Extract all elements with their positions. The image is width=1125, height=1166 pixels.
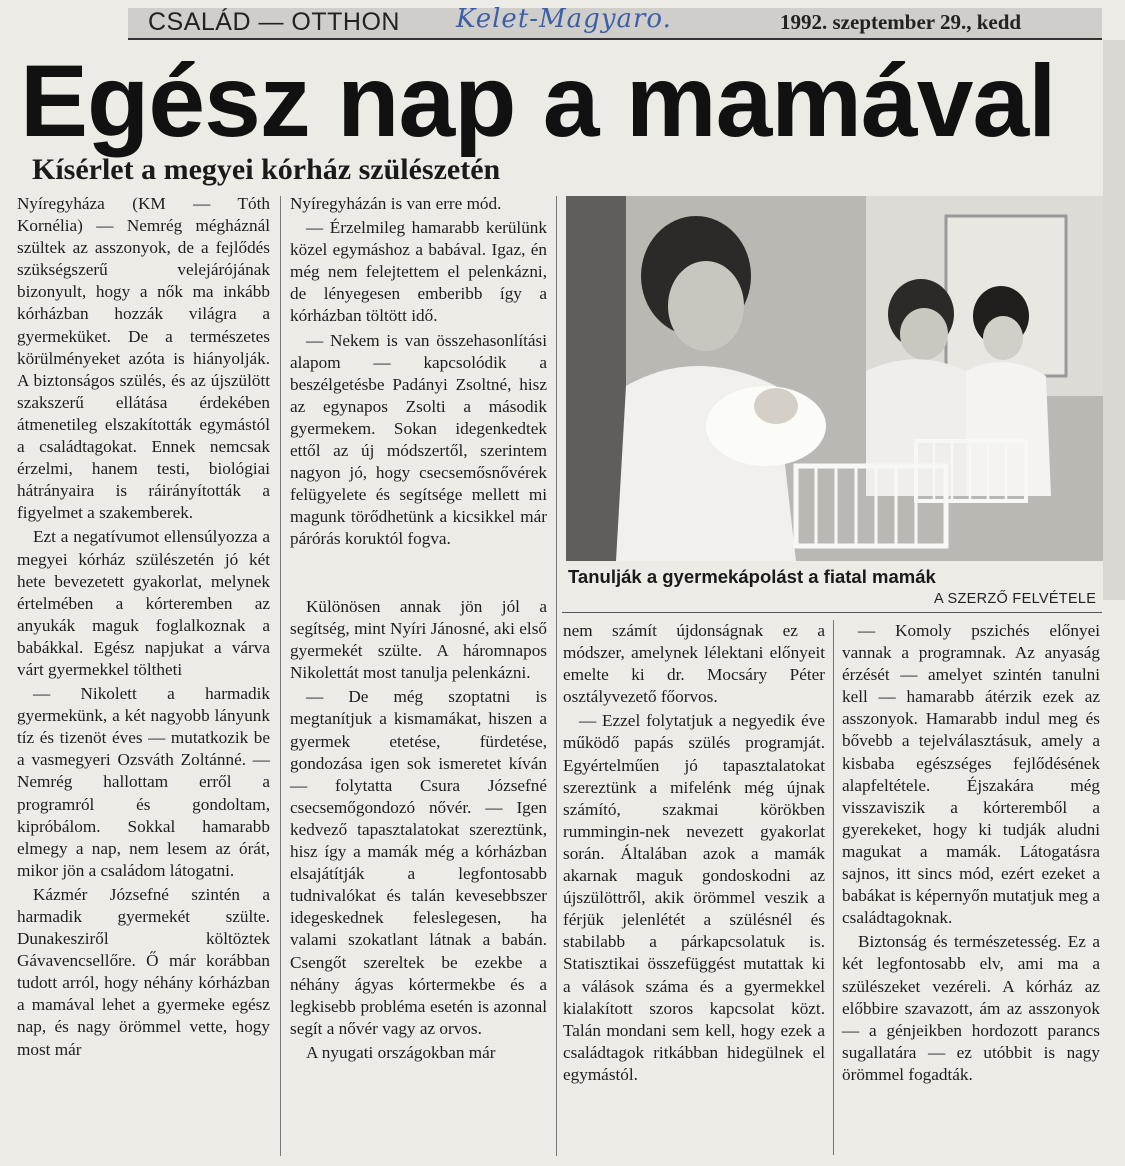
article-column-2-continued (290, 596, 547, 1156)
paragraph: Nyíregyháza (KM — Tóth Kornélia) — Nemrég mégháznál szültek az asszonyok, de a fejlődés szükségszerű velejárójának bizonyult, hogy a nők ma inkább kórházban hozzák világra a gyermeküket. De a természetes körülményeket azóta is hiányolják. A biztonságos szülés, és az újszülött szakszerű ellátása érdekében átmenetileg elszakították egymástól a családtagokat. Ennek nemcsak érzelmi, hanem testi, biológiai hátrányaira is ráirányították a figyelmet a szakemberek. (17, 194, 270, 523)
paragraph: Kázmér Józsefné szintén a harmadik gyermekét szülte. Dunakesziről költöztek Gávavencsellőre. Ő már korábban tudott arról, hogy néhány kórházban a mamával lehet a gyermeke egész nap, és nagy örömmel vette, hogy most már (17, 884, 270, 1059)
neighbor-clipping-edge (1103, 40, 1125, 600)
headline: Egész nap a mamával (20, 44, 1056, 158)
article-column-4 (842, 620, 1100, 1150)
paragraph: A nyugati országokban már (306, 1042, 496, 1062)
article-column-1 (17, 193, 270, 1153)
article-column-2 (290, 193, 547, 593)
paragraph: — Ezzel folytatjuk a negyedik éve működő papás szülés programját. Egyértelműen jó tapasztalatokat szereztünk a mifelénk még újnak számító, szakmai körökben rummingin-nek nevezett gyakorlat során. Általában azok a mamák akarnak maguk gondoskodni az újszülöttről, akik örömmel veszik a férjük jelenlétét a szülésnél és stabilabb a párkapcsolatuk is. Statisztikai összefüggést mutattak ki a válások száma és a gyermekkel kialakított szoros kapcsolat közt. Talán mondani sem kell, hogy ezek a családtagok ritkábban hidegülnek el egymástól. (563, 711, 825, 1084)
paragraph: — De még szoptatni is megtanítjuk a kismamákat, hiszen a gyermek etetése, fürdetése, gondozása igen sok ismeretet kíván — folytatta Csura Józsefné csecsemőgondozó nővér. — Igen kedvező tapasztalatokat szereztünk, hisz így a mamák még a kórházban elsajátítják a legfontosabb tudnivalókat és talán kevesebbszer idegeskednek feleslegesen, ha valami szokatlant látnak a babán. Csengőt szereltek be ezekbe a néhány ágyas kórtermekbe és a legkisebb probléma esetén is azonnal segít a nővér vagy az orvos. (290, 687, 547, 1038)
column-rule (280, 196, 281, 1156)
article-column-3 (563, 620, 825, 1150)
photo-credit: A SZERZŐ FELVÉTELE (934, 591, 1097, 607)
paragraph: — Nikolett a harmadik gyermekünk, a két nagyobb lányunk tíz és tizenöt éves — mutatkozik be a vasmegyeri Ozsváth Zoltánné. — Nemrég hallottam erről a programról és gondoltam, kipróbálom. Sokkal hamarabb elmegy a nap, nem lesem az órát, mikor jön a családom látogatni. (17, 684, 270, 880)
column-rule (833, 620, 834, 1155)
handwritten-note: Kelet-Magyaro. (456, 4, 672, 34)
photo-caption: Tanulják a gyermekápolást a fiatal mamák (568, 566, 936, 587)
column-rule (556, 196, 557, 1156)
paragraph: Nyíregyházán is van erre mód. (290, 194, 502, 213)
publication-date: 1992. szeptember 29., kedd (780, 10, 1022, 34)
paragraph: — Komoly pszichés előnyei vannak a programnak. Az anyaság érzését — amelyet szintén tanulni kell — hamarabb átérzik ezek az asszonyok. Hamarabb indul meg és bővebb a tejelválasztásuk, amely a kisbaba egészséges fejlődésének alapfeltétele. Éjszakára még visszaviszik a kórteremből a gyerekeket, hogy ki tudják aludni magukat a mamák. Látogatásra sajnos, itt sincs mód, ezért ezeket a babákat is képernyőn mutatjuk meg a családtagoknak. (842, 621, 1100, 928)
paragraph: Biztonság és természetesség. Ez a két legfontosabb elv, ami ma a szülészeket vezéreli. A kórház az előbbire szavazott, ám az asszonyok — a génjeikben hordozott parancs sugallatára — ez utóbbit is nagy örömmel fogadták. (842, 932, 1100, 1084)
caption-rule (562, 612, 1102, 613)
paragraph: Ezt a negatívumot ellensúlyozza a megyei kórház szülészetén jó két hete bevezetett gyakorlat, melynek értelmében a kórteremben az anyukák maguk foglalkoznak a babákkal. Egész napjukat a várva várt gyermekkel töltheti (17, 527, 270, 679)
article-photo (566, 196, 1103, 561)
paragraph: nem számít újdonságnak ez a módszer, amelynek lélektani előnyeit emelte ki dr. Mocsáry Péter osztályvezető főorvos. (563, 621, 825, 707)
paragraph: — Érzelmileg hamarabb kerülünk közel egymáshoz a babával. Igaz, én még nem felejtettem el pelenkázni, de lényegesen emberibb így a kórházban töltött idő. (290, 218, 547, 326)
subheadline: Kísérlet a megyei kórház szülészetén (32, 153, 501, 186)
section-label: CSALÁD — OTTHON (148, 8, 400, 36)
paragraph: Különösen annak jön jól a segítség, mint Nyíri Jánosné, aki első gyermekét szülte. A háromnapos Nikolettát most tanulja pelenkázni. (290, 597, 547, 683)
paragraph: — Nekem is van összehasonlítási alapom — kapcsolódik a beszélgetésbe Padányi Zsoltné, hisz az egynapos Zsolti a második gyermekem. Sokan idegenkedtek ettől az új módszertől, szerintem nagyon jó, hogy csecsemősnővérek felügyelete és segítsége mellett mi magunk törődhetünk a kicsikkel már párórás koruktól fogva. (290, 330, 547, 549)
photo-illustration (566, 196, 1103, 561)
